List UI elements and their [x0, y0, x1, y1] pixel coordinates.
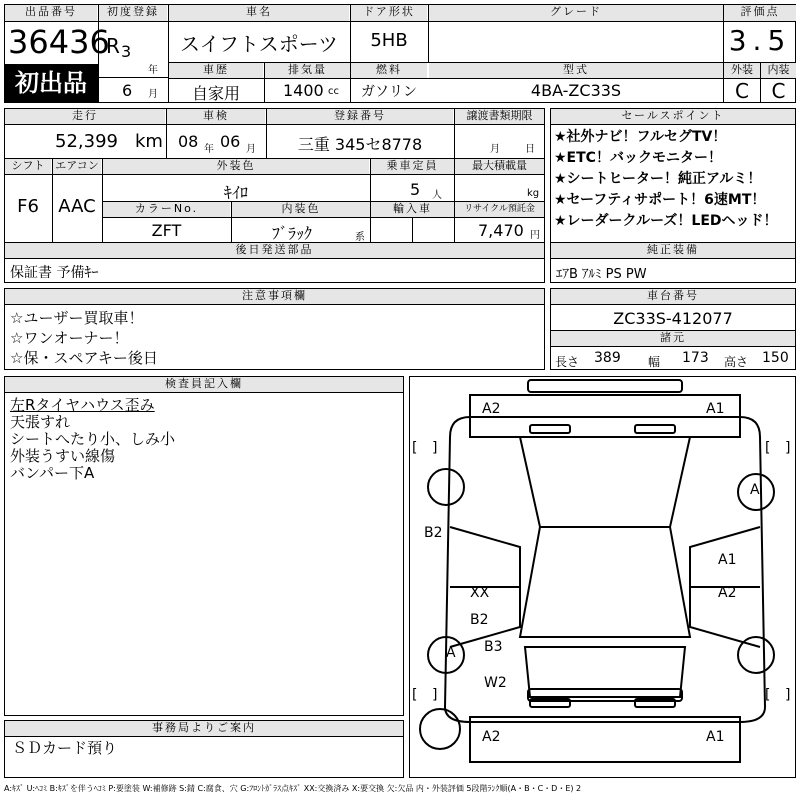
score-value: 3.5 — [728, 24, 792, 57]
capacity-unit: 人 — [432, 190, 442, 201]
dims-label: 諸元 — [551, 331, 795, 346]
chassis-number: ZC33S-412077 — [613, 309, 733, 328]
length-label: 長さ — [555, 355, 580, 369]
inspector-line: シートへたり小、しみ小 — [10, 430, 176, 448]
sales-point: ★レーダークルーズ！LEDヘッド！ — [554, 213, 778, 229]
svg-text:]: ] — [785, 687, 791, 703]
ext-color-label: 外装色 — [103, 159, 369, 174]
insp-year-unit: 年 — [204, 144, 214, 155]
mark-w2: W2 — [484, 675, 507, 691]
mark-b2-left: B2 — [424, 525, 443, 541]
inspector-line: 天張すれ — [10, 413, 71, 431]
mark-b2-mid: B2 — [470, 612, 489, 628]
disp-label: 排気量 — [265, 63, 350, 78]
note-line: ☆保・スペアキー後日 — [10, 349, 158, 367]
load-unit: kg — [527, 188, 540, 199]
reg-no-label: 登録番号 — [267, 109, 453, 124]
chassis-label: 車台番号 — [551, 289, 795, 304]
svg-text:[: [ — [765, 440, 771, 456]
sales-points-list — [554, 127, 794, 232]
mark-b3: B3 — [484, 639, 503, 655]
month-unit: 月 — [148, 89, 158, 100]
insp-year: 08 — [178, 132, 199, 151]
first-reg-label: 初度登録 — [99, 5, 167, 21]
capacity-label: 乗車定員 — [371, 159, 454, 174]
door-type: 5HB — [370, 30, 408, 51]
shift-label: シフト — [5, 159, 51, 174]
score-label: 評価点 — [724, 5, 796, 21]
damage-diagram — [409, 376, 796, 778]
office-text: ＳＤカード預り — [12, 739, 118, 757]
grade-label: グレード — [429, 5, 723, 21]
fuel-label: 燃料 — [351, 63, 427, 78]
recycle-label: リサイクル預託金 — [455, 202, 544, 217]
mark-xx: XX — [470, 585, 490, 601]
inspector-label: 検査員記入欄 — [5, 377, 403, 392]
color-no-value: ZFT — [151, 221, 182, 240]
svg-text:]: ] — [432, 687, 438, 703]
notes-list — [10, 308, 158, 368]
length-value: 389 — [594, 350, 621, 366]
model-value: 4BA-ZC33S — [530, 81, 622, 100]
transfer-month-unit: 月 — [490, 144, 500, 155]
inspector-line: 外装うすい線傷 — [10, 447, 116, 465]
later-parts-label: 後日発送部品 — [5, 243, 544, 258]
year-unit: 年 — [148, 65, 158, 76]
recycle-value: 7,470 — [478, 221, 524, 240]
height-value: 150 — [762, 350, 789, 366]
disp-unit: cc — [328, 86, 339, 97]
mark-front-right: A1 — [706, 401, 725, 417]
transfer-day-unit: 日 — [525, 144, 535, 155]
later-parts-value: 保証書 予備ｷｰ — [10, 265, 99, 281]
lot-no-label: 出品番号 — [5, 5, 97, 21]
sales-label: セールスポイント — [551, 109, 795, 124]
insp-month: 06 — [220, 132, 241, 151]
disp-value: 1400 — [283, 81, 324, 100]
door-label: ドア形状 — [351, 5, 427, 21]
inspector-line: 左Rタイヤハウス歪み — [10, 396, 155, 414]
car-outline — [410, 377, 795, 777]
svg-text:]: ] — [785, 440, 791, 456]
recycle-unit: 円 — [530, 230, 540, 241]
equip-value: ｴｱB ｱﾙﾐ PS PW — [556, 267, 647, 282]
int-color-label: 内装色 — [232, 202, 370, 217]
width-value: 173 — [682, 350, 709, 366]
mark-front-left: A2 — [482, 401, 501, 417]
note-line: ☆ユーザー買取車！ — [10, 309, 144, 327]
reg-no-value: 三重 345セ8778 — [297, 135, 423, 154]
inspection-label: 車検 — [167, 109, 265, 124]
mileage-value: 52,399 — [55, 131, 118, 152]
sales-point: ★ETC！バックモニター！ — [554, 150, 722, 166]
inspector-line: バンパー下A — [10, 464, 95, 482]
height-label: 高さ — [724, 355, 749, 369]
svg-text:[: [ — [412, 440, 418, 456]
insp-month-unit: 月 — [246, 144, 256, 155]
mileage-unit: km — [135, 131, 163, 152]
equip-label: 純正装備 — [551, 243, 795, 258]
mark-rear-right: A1 — [706, 729, 725, 745]
svg-text:[: [ — [412, 687, 418, 703]
shift-value: F6 — [17, 196, 39, 217]
sales-point: ★シートヒーター！純正アルミ！ — [554, 171, 762, 187]
mark-a1-right: A1 — [718, 552, 737, 568]
mark-rear-left: A2 — [482, 729, 501, 745]
car-name-label: 車名 — [169, 5, 349, 21]
grade-value — [429, 25, 723, 55]
mark-tire-rl: A — [446, 645, 456, 661]
width-label: 幅 — [648, 355, 661, 369]
note-line: ☆ワンオーナー！ — [10, 329, 129, 347]
history-label: 車歴 — [169, 63, 263, 78]
ext-grade: C — [735, 79, 749, 103]
int-grade: C — [771, 79, 786, 103]
first-reg-month: 6 — [122, 81, 133, 100]
car-name: スイフトスポーツ — [180, 32, 338, 56]
lot-number: 36436 — [8, 23, 110, 61]
ac-label: エアコン — [53, 159, 101, 174]
era: R — [106, 34, 120, 58]
int-color-unit: 系 — [355, 232, 365, 243]
inspector-list — [10, 397, 175, 482]
ac-value: AAC — [58, 196, 96, 217]
import-label: 輸入車 — [371, 202, 454, 217]
history-value: 自家用 — [191, 84, 240, 103]
transfer-label: 譲渡書類期限 — [455, 109, 544, 124]
int-label: 内装 — [761, 63, 796, 78]
sales-point: ★セーフティサポート！6速MT！ — [554, 192, 766, 208]
ext-label: 外装 — [724, 63, 760, 78]
svg-text:]: ] — [432, 440, 438, 456]
first-listing-badge: 初出品 — [4, 64, 98, 103]
capacity-value: 5 — [410, 180, 421, 199]
model-label: 型式 — [429, 63, 723, 78]
era-year: 3 — [121, 42, 132, 61]
mark-tire-fr: A — [750, 482, 760, 498]
svg-text:[: [ — [765, 687, 771, 703]
sales-point: ★社外ナビ！フルセグTV！ — [554, 129, 727, 145]
notes-label: 注意事項欄 — [5, 289, 544, 304]
mark-a2-right: A2 — [718, 585, 737, 601]
fuel-value: ガソリン — [361, 84, 417, 100]
office-label: 事務局よりご案内 — [5, 721, 403, 736]
color-no-label: カラーNo. — [103, 202, 230, 217]
ext-color-value: ｷｲﾛ — [223, 183, 248, 202]
legend-footer: A:ｷｽﾞ U:ﾍｺﾐ B:ｷｽﾞを伴うﾍｺﾐ P:要塗装 W:補修跡 S:錆 C:腐食、穴 G:ﾌﾛﾝﾄｶﾞﾗｽ点ｷｽﾞ XX:交換済み X:要交換 欠:欠品 内・外装評価 5段階ﾗﾝｸ順(A・B・C・D・E) 2 — [4, 784, 582, 793]
int-color-value: ﾌﾞﾗｯｸ — [271, 224, 312, 243]
mileage-label: 走行 — [5, 109, 165, 124]
load-label: 最大積載量 — [455, 159, 544, 174]
